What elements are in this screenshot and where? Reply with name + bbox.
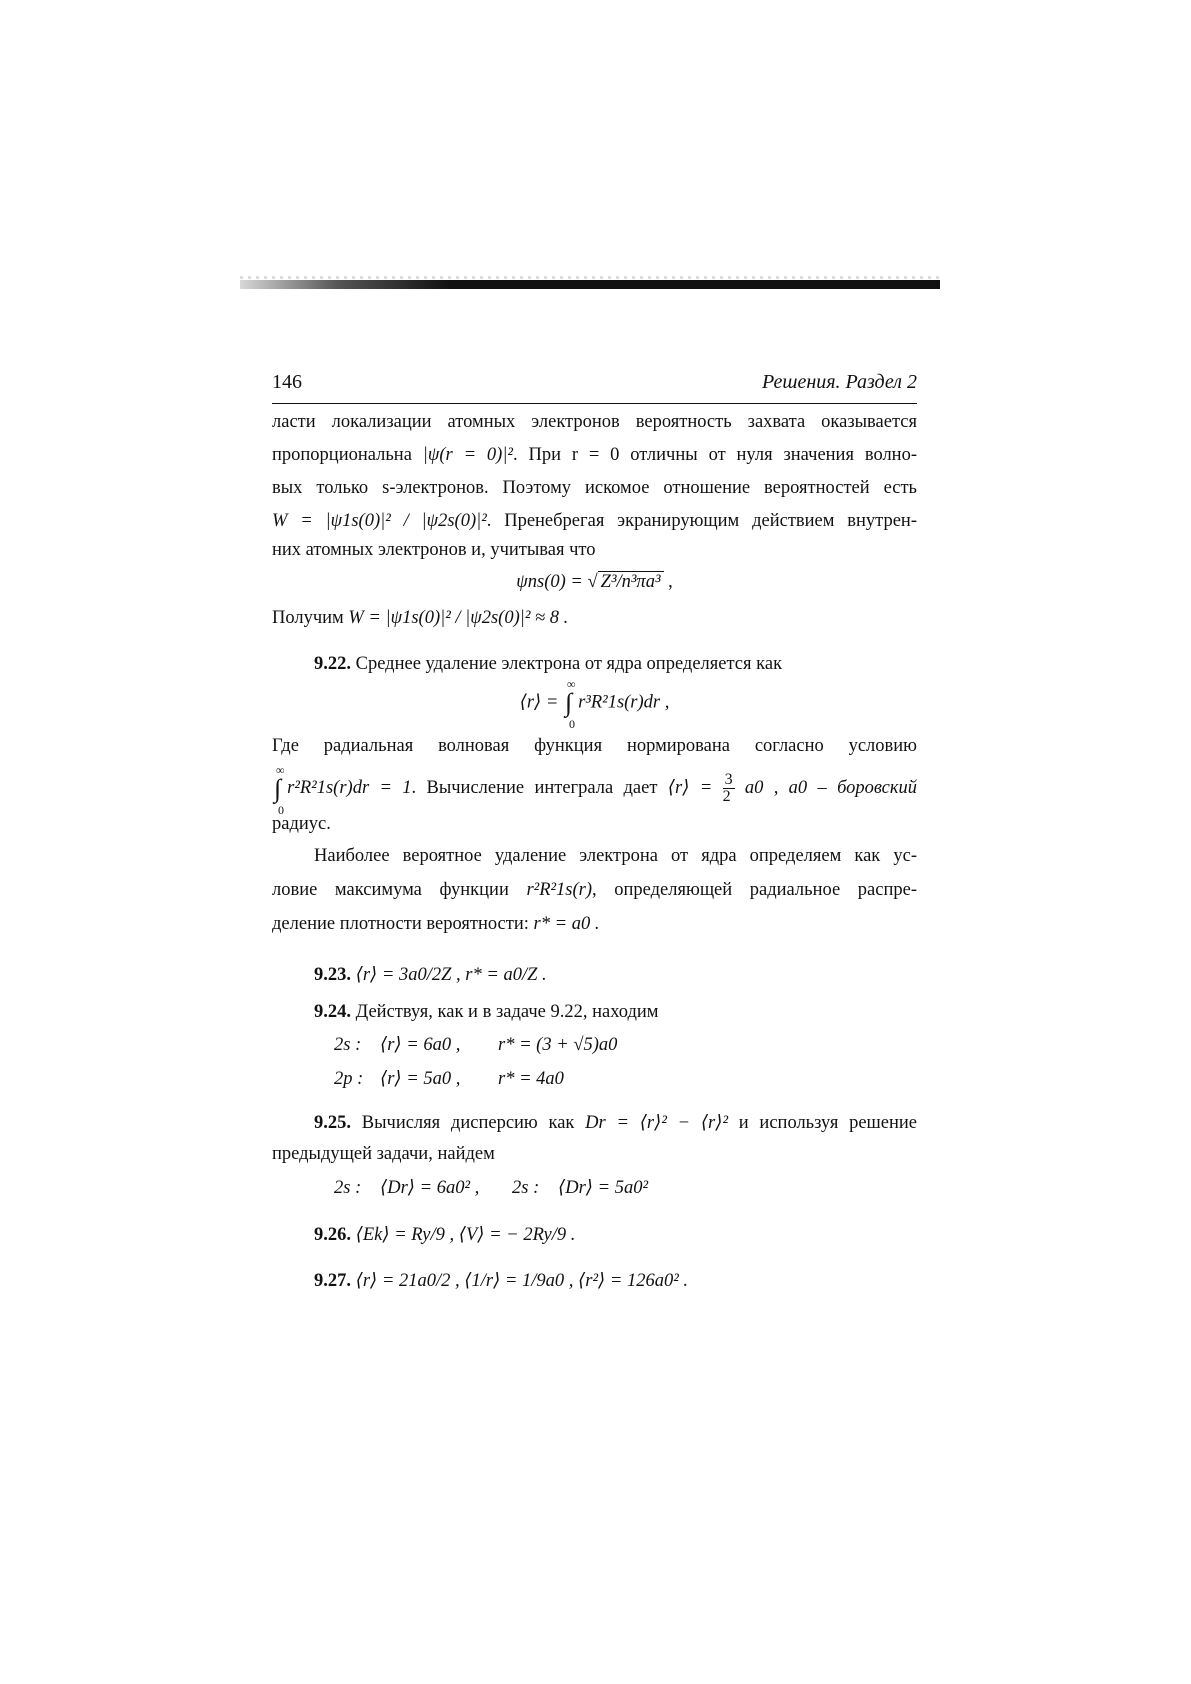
problem-9-25-row <box>272 1177 917 1199</box>
problem-9-22-intro <box>272 654 917 675</box>
problem-number-9-26: 9.26. <box>314 1225 351 1245</box>
para2-line-2-rest: , определяющей радиальное распре- <box>592 880 917 900</box>
text-line-3: вых только s-электронов. Поэтому искомое отношение вероятностей есть <box>272 478 917 498</box>
problem-9-22-text: Среднее удаление электрона от ядра определяется как <box>355 654 783 674</box>
problem-9-23 <box>272 964 917 986</box>
fraction-numerator: 3 <box>724 771 733 788</box>
problem-9-25-text-b: и используя решение <box>738 1113 918 1133</box>
fraction-three-halves <box>723 772 735 805</box>
problem-9-25-text-a: Вычисляя дисперсию как <box>361 1113 575 1133</box>
equation-mean-r-integrand: r³R²1s(r)dr , <box>578 692 670 713</box>
integral-sign: ∫ ∞ 0 <box>564 677 576 731</box>
problem-9-22-para2-line-1: Наиболее вероятное удаление электрона от ядра определяем как ус- <box>314 846 917 866</box>
problem-9-26 <box>272 1224 917 1246</box>
text-line-6 <box>272 608 917 629</box>
norm-integral-upper: ∞ <box>276 762 285 777</box>
problem-9-24-row-2s <box>272 1034 917 1056</box>
row-2s-star: r* = (3 + √5)a0 <box>498 1035 618 1055</box>
formula-w-ratio: W = |ψ1s(0)|² / |ψ2s(0)|² <box>272 511 487 531</box>
integral-upper-limit: ∞ <box>566 677 576 691</box>
problem-9-24-row-2p <box>272 1068 917 1090</box>
problem-number-9-24: 9.24. <box>314 1002 351 1022</box>
scan-edge-bar <box>240 280 940 289</box>
equation-psi-ns-tail: , <box>663 572 673 592</box>
text-line-5: них атомных электронов и, учитывая что <box>272 540 596 560</box>
text-line-2-rest: . При r = 0 отличны от нуля значения волно- <box>512 445 917 465</box>
text-line-1: ласти локализации атомных электронов вероятность захвата оказывается <box>272 412 917 432</box>
norm-integral-sign: ∫ ∞ 0 <box>274 762 285 817</box>
formula-radial-distribution: r²R²1s(r) <box>526 880 593 900</box>
problem-9-26-formula: ⟨Ek⟩ = Ry/9 , ⟨V⟩ = − 2Ry/9 . <box>355 1225 576 1245</box>
equation-psi-ns: ψns(0) = √ Z³/n³πa³ , <box>516 572 673 592</box>
running-title: Решения. Раздел 2 <box>761 371 917 393</box>
problem-number-9-27: 9.27. <box>314 1271 351 1291</box>
problem-number-9-22: 9.22. <box>314 654 351 674</box>
text-line-2-start: пропорциональна <box>272 445 412 465</box>
norm-integral-body: r²R²1s(r)dr = 1 <box>287 777 412 798</box>
dispersion-row-1-value: ⟨Dr⟩ = 6a0² , <box>380 1178 480 1198</box>
equation-mean-r-integral <box>272 677 917 731</box>
page-header <box>272 371 917 404</box>
integral-lower-limit: 0 <box>568 717 575 731</box>
formula-r-star: r* = a0 . <box>533 914 600 934</box>
text-line-4-rest: . Пренебрегая экранирующим действием внутрен- <box>486 511 917 531</box>
text-line-4 <box>272 511 917 532</box>
problem-9-27 <box>272 1270 917 1292</box>
equation-psi-ns-root: Z³/n³πa³ <box>598 571 664 592</box>
row-2p-star: r* = 4a0 <box>498 1069 564 1089</box>
problem-9-22-line-3-mid: . Вычисление интеграла дает <box>411 777 658 798</box>
problem-9-25-intro <box>272 1112 917 1134</box>
page-number: 146 <box>272 371 302 393</box>
norm-integral-lower: 0 <box>278 802 284 817</box>
row-2p-label: 2p : <box>334 1069 364 1089</box>
problem-9-24-text: Действуя, как и в задаче 9.22, находим <box>355 1002 659 1022</box>
text-line-2 <box>272 445 917 466</box>
equation-mean-r-lhs: ⟨r⟩ = <box>519 692 563 713</box>
problem-9-22-line-2: Где радиальная волновая функция нормирована согласно условию <box>272 736 917 756</box>
problem-9-25-line-2: предыдущей задачи, найдем <box>272 1144 495 1164</box>
dispersion-row-2-value: ⟨Dr⟩ = 5a0² <box>558 1178 649 1198</box>
dispersion-row-1-label: 2s : <box>334 1178 362 1198</box>
mean-r-lhs: ⟨r⟩ = <box>667 777 713 798</box>
equation-psi-ns-left: ψns(0) = <box>516 572 588 592</box>
problem-9-24-intro <box>272 1002 917 1023</box>
row-2s-label: 2s : <box>334 1035 362 1055</box>
problem-9-22-line-3 <box>272 762 918 817</box>
problem-9-22-para2-line-3 <box>272 914 917 935</box>
problem-number-9-25: 9.25. <box>314 1113 351 1133</box>
formula-dispersion: Dr = ⟨r⟩² − ⟨r⟩² <box>585 1113 729 1133</box>
fraction-denominator: 2 <box>722 788 731 805</box>
row-2p-mean: ⟨r⟩ = 5a0 , <box>380 1069 461 1089</box>
formula-w-result: W = |ψ1s(0)|² / |ψ2s(0)|² ≈ 8 . <box>348 608 569 628</box>
problem-9-23-formula: ⟨r⟩ = 3a0/2Z , r* = a0/Z . <box>355 965 547 985</box>
para2-line-3-start: деление плотности вероятности: <box>272 914 529 934</box>
problem-9-27-formula: ⟨r⟩ = 21a0/2 , ⟨1/r⟩ = 1/9a0 , ⟨r²⟩ = 126a0² . <box>355 1271 688 1291</box>
row-2s-mean: ⟨r⟩ = 6a0 , <box>380 1035 461 1055</box>
problem-9-22-para2-line-2 <box>272 880 917 901</box>
dispersion-row-2-label: 2s : <box>512 1178 540 1198</box>
mean-r-rhs: a0 , a0 – боровский <box>744 777 918 798</box>
problem-9-22-line-4: радиус. <box>272 814 331 834</box>
para2-line-2-start: ловие максимума функции <box>272 880 509 900</box>
formula-psi-r0: |ψ(r = 0)|² <box>422 445 513 465</box>
problem-number-9-23: 9.23. <box>314 965 351 985</box>
text-line-6-start: Получим <box>272 608 344 628</box>
